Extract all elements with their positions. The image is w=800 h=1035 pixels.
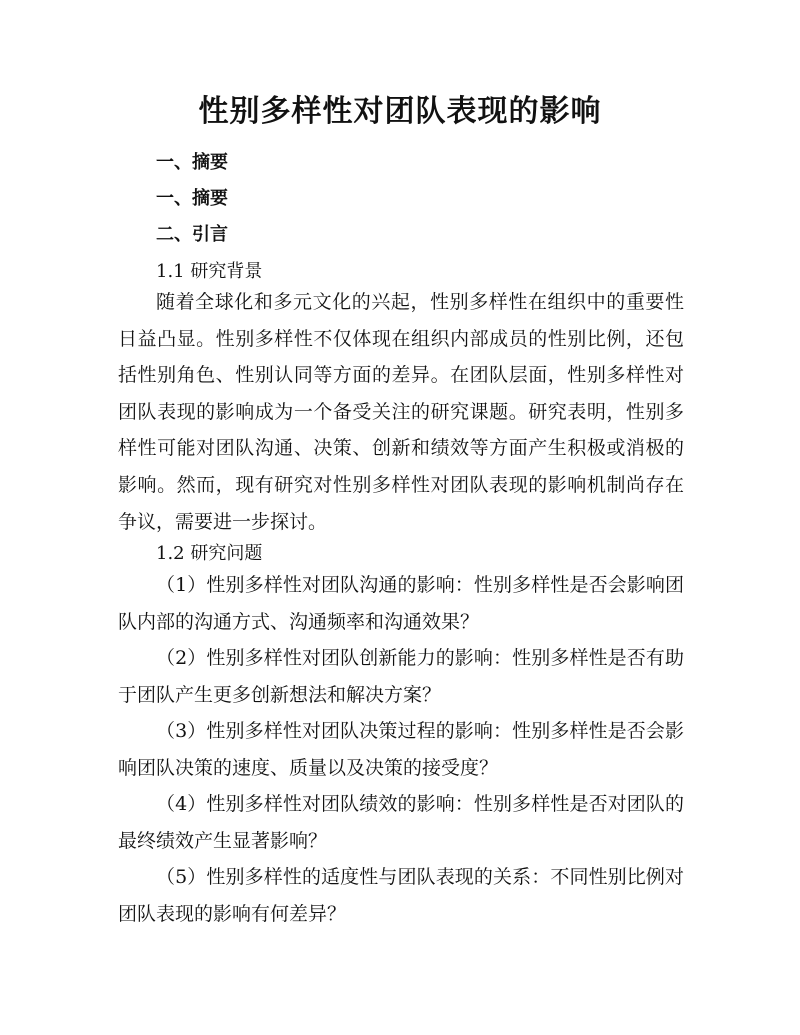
document-title: 性别多样性对团队表现的影响 (198, 94, 602, 129)
paragraph-background: 随着全球化和多元文化的兴起，性别多样性在组织中的重要性日益凸显。性别多样性不仅体现在组织内部成员的性别比例，还包括性别角色、性别认同等方面的差异。在团队层面，性别多样性对团队表现的影响成为一个备受关注的研究课题。研究表明，性别多样性可能对团队沟通、决策、创新和绩效等方面产生积极或消极的影响。然而，现有研究对性别多样性对团队表现的影响机制尚存在争议，需要进一步探讨。 (118, 291, 684, 533)
heading-abstract-1: 一、摘要 (156, 152, 228, 173)
research-question-3: （3）性别多样性对团队决策过程的影响：性别多样性是否会影响团队决策的速度、质量以及决策的接受度？ (118, 720, 684, 779)
section-questions-title: 1.2 研究问题 (156, 543, 263, 564)
research-question-2: （2）性别多样性对团队创新能力的影响：性别多样性是否有助于团队产生更多创新想法和解决方案？ (118, 647, 684, 706)
research-question-4: （4）性别多样性对团队绩效的影响：性别多样性是否对团队的最终绩效产生显著影响？ (118, 793, 684, 852)
section-background-title: 1.1 研究背景 (156, 261, 263, 282)
heading-abstract-2: 一、摘要 (156, 188, 228, 209)
research-question-5: （5）性别多样性的适度性与团队表现的关系：不同性别比例对团队表现的影响有何差异？ (118, 866, 684, 925)
heading-introduction: 二、引言 (156, 224, 228, 245)
research-question-1: （1）性别多样性对团队沟通的影响：性别多样性是否会影响团队内部的沟通方式、沟通频率和沟通效果？ (118, 574, 684, 633)
